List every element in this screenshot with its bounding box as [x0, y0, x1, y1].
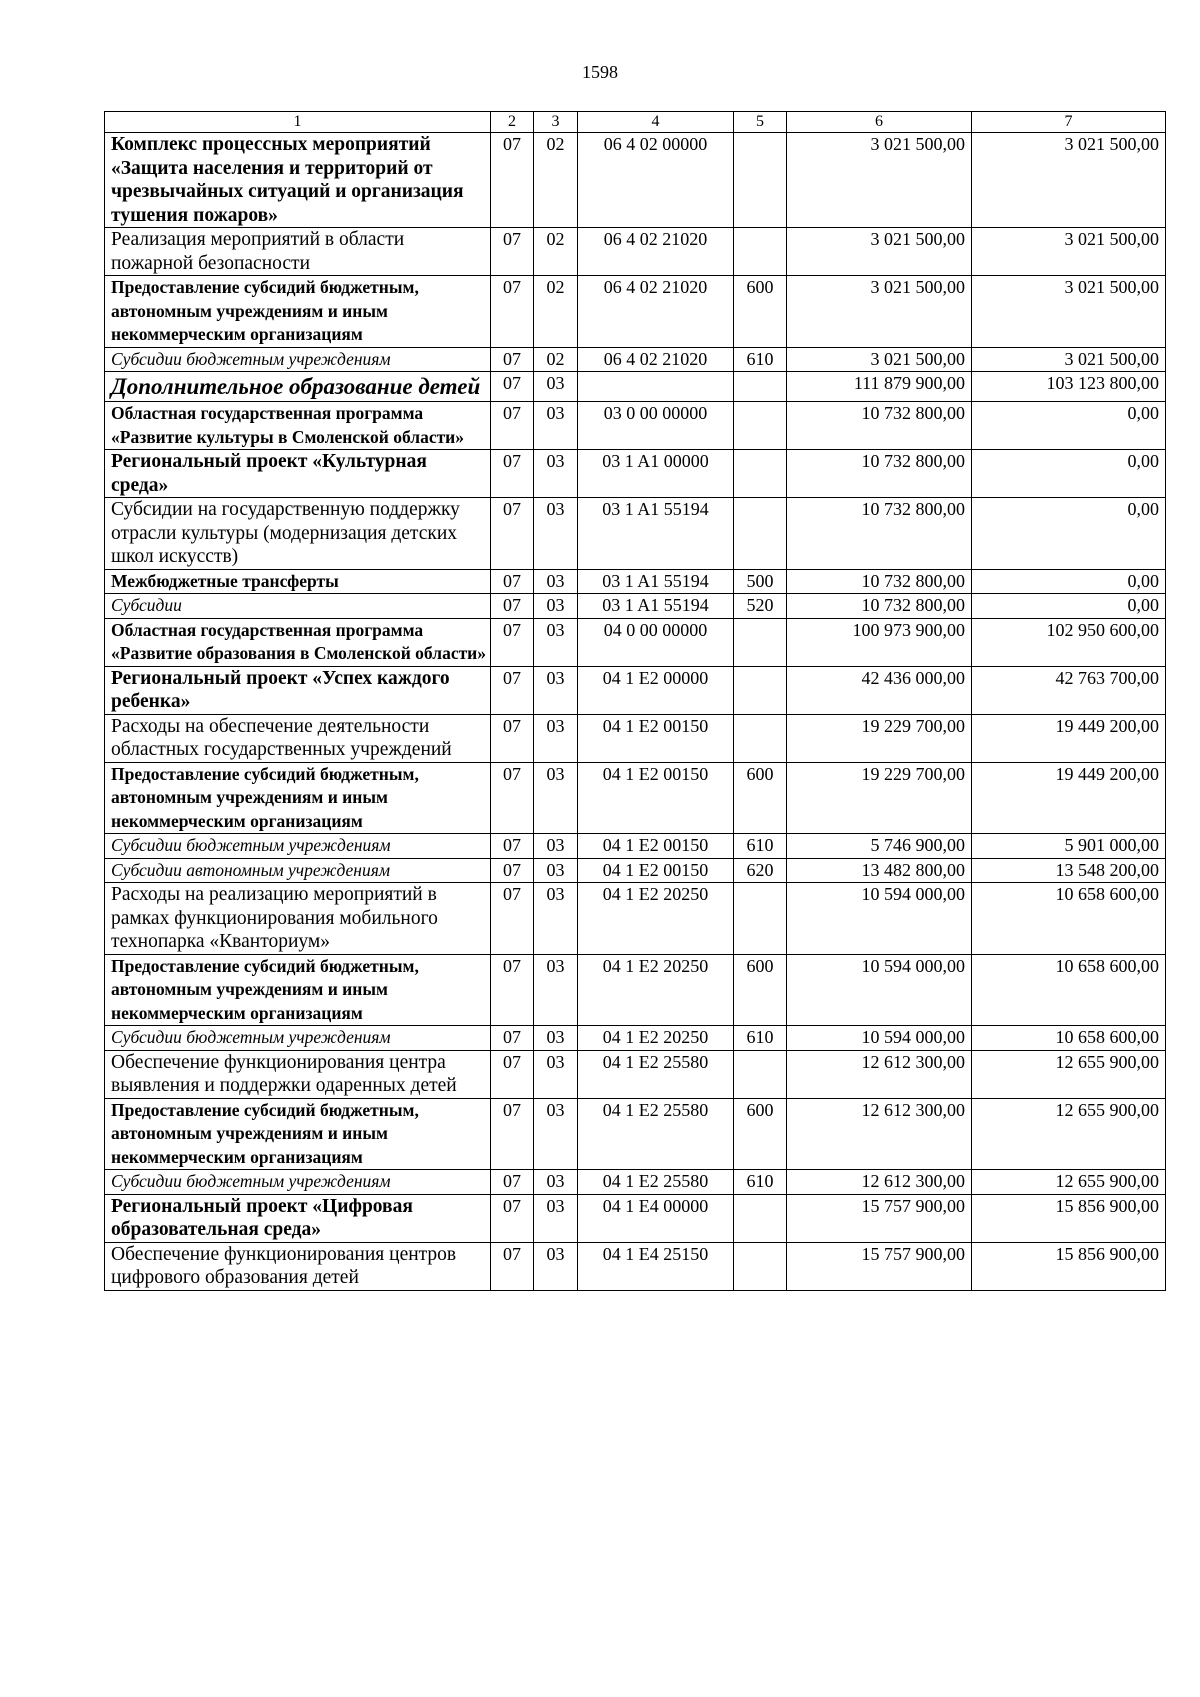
- subsection-code-cell: 03: [534, 1098, 578, 1170]
- header-cell: 1: [105, 112, 491, 133]
- target-article-cell: 03 1 A1 55194: [578, 498, 734, 570]
- amount-year-1-cell: 10 732 800,00: [787, 594, 972, 619]
- table-row: [105, 858, 1166, 883]
- expense-type-cell: 610: [734, 834, 787, 859]
- target-article-cell: 04 1 E4 25150: [578, 1242, 734, 1290]
- section-code-cell: 07: [491, 1098, 534, 1170]
- subsection-code-cell: 03: [534, 569, 578, 594]
- subsection-code-cell: 03: [534, 954, 578, 1026]
- section-code-cell: 07: [491, 498, 534, 570]
- subsection-code-cell: 03: [534, 498, 578, 570]
- amount-year-1-cell: 3 021 500,00: [787, 276, 972, 348]
- subsection-code-cell: 03: [534, 714, 578, 762]
- row-name-cell: Комплекс процессных мероприятий «Защита населения и территорий от чрезвычайных ситуаций и организация тушения пожаров»: [105, 133, 491, 228]
- amount-year-1-cell: 19 229 700,00: [787, 762, 972, 834]
- amount-year-1-cell: 3 021 500,00: [787, 347, 972, 372]
- section-code-cell: 07: [491, 228, 534, 276]
- row-name-cell: Региональный проект «Цифровая образовательная среда»: [105, 1194, 491, 1242]
- amount-year-1-cell: 12 612 300,00: [787, 1050, 972, 1098]
- row-name-cell: Субсидии автономным учреждениям: [105, 858, 491, 883]
- section-code-cell: 07: [491, 858, 534, 883]
- amount-year-1-cell: 3 021 500,00: [787, 228, 972, 276]
- amount-year-2-cell: 3 021 500,00: [972, 347, 1166, 372]
- subsection-code-cell: 02: [534, 347, 578, 372]
- row-name-cell: Предоставление субсидий бюджетным, автономным учреждениям и иным некоммерческим организациям: [105, 1098, 491, 1170]
- section-code-cell: 07: [491, 834, 534, 859]
- expense-type-cell: [734, 228, 787, 276]
- row-name-cell: Субсидии: [105, 594, 491, 619]
- expense-type-cell: [734, 618, 787, 666]
- subsection-code-cell: 03: [534, 450, 578, 498]
- expense-type-cell: [734, 402, 787, 450]
- target-article-cell: 03 0 00 00000: [578, 402, 734, 450]
- expense-type-cell: 520: [734, 594, 787, 619]
- table-row: [105, 618, 1166, 666]
- row-name-cell: Субсидии бюджетным учреждениям: [105, 1026, 491, 1051]
- section-code-cell: 07: [491, 1194, 534, 1242]
- table-row: [105, 1050, 1166, 1098]
- table-row: [105, 498, 1166, 570]
- amount-year-2-cell: 12 655 900,00: [972, 1098, 1166, 1170]
- row-name-cell: Областная государственная программа «Развитие культуры в Смоленской области»: [105, 402, 491, 450]
- expense-type-cell: [734, 498, 787, 570]
- expense-type-cell: 600: [734, 1098, 787, 1170]
- expense-type-cell: 610: [734, 1170, 787, 1195]
- page-number: 1598: [582, 62, 618, 82]
- amount-year-1-cell: 111 879 900,00: [787, 372, 972, 402]
- budget-table: [104, 111, 1166, 1291]
- row-name-cell: Субсидии бюджетным учреждениям: [105, 1170, 491, 1195]
- amount-year-1-cell: 15 757 900,00: [787, 1194, 972, 1242]
- amount-year-1-cell: 10 594 000,00: [787, 883, 972, 955]
- target-article-cell: 06 4 02 21020: [578, 347, 734, 372]
- amount-year-2-cell: 0,00: [972, 450, 1166, 498]
- target-article-cell: 04 1 E2 25580: [578, 1050, 734, 1098]
- subsection-code-cell: 03: [534, 594, 578, 619]
- target-article-cell: 03 1 A1 00000: [578, 450, 734, 498]
- amount-year-1-cell: 10 594 000,00: [787, 954, 972, 1026]
- table-row: [105, 883, 1166, 955]
- subsection-code-cell: 03: [534, 1242, 578, 1290]
- section-code-cell: 07: [491, 1050, 534, 1098]
- subsection-code-cell: 03: [534, 858, 578, 883]
- section-code-cell: 07: [491, 714, 534, 762]
- table-row: [105, 1026, 1166, 1051]
- table-row: [105, 714, 1166, 762]
- target-article-cell: 06 4 02 21020: [578, 228, 734, 276]
- subsection-code-cell: 03: [534, 372, 578, 402]
- section-code-cell: 07: [491, 594, 534, 619]
- expense-type-cell: 610: [734, 347, 787, 372]
- header-cell: 7: [972, 112, 1166, 133]
- subsection-code-cell: 02: [534, 228, 578, 276]
- table-row: [105, 276, 1166, 348]
- amount-year-2-cell: 3 021 500,00: [972, 133, 1166, 228]
- amount-year-2-cell: 0,00: [972, 402, 1166, 450]
- expense-type-cell: [734, 883, 787, 955]
- subsection-code-cell: 03: [534, 1050, 578, 1098]
- row-name-cell: Расходы на реализацию мероприятий в рамках функционирования мобильного технопарка «Кванториум»: [105, 883, 491, 955]
- amount-year-2-cell: 3 021 500,00: [972, 276, 1166, 348]
- expense-type-cell: 600: [734, 762, 787, 834]
- amount-year-1-cell: 5 746 900,00: [787, 834, 972, 859]
- target-article-cell: 04 1 E2 00150: [578, 834, 734, 859]
- amount-year-2-cell: 3 021 500,00: [972, 228, 1166, 276]
- row-name-cell: Региональный проект «Успех каждого ребенка»: [105, 666, 491, 714]
- target-article-cell: 04 1 E2 00150: [578, 858, 734, 883]
- expense-type-cell: 600: [734, 954, 787, 1026]
- table-row: [105, 1242, 1166, 1290]
- subsection-code-cell: 03: [534, 883, 578, 955]
- table-row: [105, 450, 1166, 498]
- amount-year-2-cell: 0,00: [972, 569, 1166, 594]
- target-article-cell: [578, 372, 734, 402]
- section-code-cell: 07: [491, 1026, 534, 1051]
- table-row: [105, 228, 1166, 276]
- amount-year-2-cell: 12 655 900,00: [972, 1170, 1166, 1195]
- subsection-code-cell: 03: [534, 1170, 578, 1195]
- row-name-cell: Предоставление субсидий бюджетным, автономным учреждениям и иным некоммерческим организациям: [105, 954, 491, 1026]
- amount-year-2-cell: 13 548 200,00: [972, 858, 1166, 883]
- target-article-cell: 04 1 E2 25580: [578, 1170, 734, 1195]
- table-row: [105, 762, 1166, 834]
- subsection-code-cell: 03: [534, 402, 578, 450]
- amount-year-2-cell: 42 763 700,00: [972, 666, 1166, 714]
- row-name-cell: Субсидии бюджетным учреждениям: [105, 347, 491, 372]
- subsection-code-cell: 03: [534, 618, 578, 666]
- target-article-cell: 04 1 E2 00000: [578, 666, 734, 714]
- header-cell: 6: [787, 112, 972, 133]
- amount-year-1-cell: 10 732 800,00: [787, 569, 972, 594]
- row-name-cell: Субсидии на государственную поддержку отрасли культуры (модернизация детских школ искусств): [105, 498, 491, 570]
- target-article-cell: 06 4 02 00000: [578, 133, 734, 228]
- expense-type-cell: 600: [734, 276, 787, 348]
- target-article-cell: 03 1 A1 55194: [578, 569, 734, 594]
- section-code-cell: 07: [491, 450, 534, 498]
- row-name-cell: Дополнительное образование детей: [105, 372, 491, 402]
- target-article-cell: 06 4 02 21020: [578, 276, 734, 348]
- table-header-row: [105, 112, 1166, 133]
- subsection-code-cell: 03: [534, 762, 578, 834]
- table-row: [105, 594, 1166, 619]
- header-cell: 2: [491, 112, 534, 133]
- section-code-cell: 07: [491, 372, 534, 402]
- row-name-cell: Предоставление субсидий бюджетным, автономным учреждениям и иным некоммерческим организациям: [105, 276, 491, 348]
- expense-type-cell: [734, 1194, 787, 1242]
- section-code-cell: 07: [491, 402, 534, 450]
- amount-year-2-cell: 10 658 600,00: [972, 954, 1166, 1026]
- amount-year-2-cell: 10 658 600,00: [972, 1026, 1166, 1051]
- target-article-cell: 04 0 00 00000: [578, 618, 734, 666]
- section-code-cell: 07: [491, 569, 534, 594]
- table-row: [105, 1098, 1166, 1170]
- amount-year-2-cell: 19 449 200,00: [972, 714, 1166, 762]
- subsection-code-cell: 03: [534, 666, 578, 714]
- table-row: [105, 666, 1166, 714]
- amount-year-1-cell: 10 732 800,00: [787, 498, 972, 570]
- amount-year-2-cell: 102 950 600,00: [972, 618, 1166, 666]
- amount-year-1-cell: 42 436 000,00: [787, 666, 972, 714]
- target-article-cell: 04 1 E2 00150: [578, 714, 734, 762]
- amount-year-1-cell: 12 612 300,00: [787, 1170, 972, 1195]
- target-article-cell: 04 1 E2 25580: [578, 1098, 734, 1170]
- row-name-cell: Межбюджетные трансферты: [105, 569, 491, 594]
- target-article-cell: 04 1 E2 20250: [578, 954, 734, 1026]
- amount-year-1-cell: 10 732 800,00: [787, 402, 972, 450]
- subsection-code-cell: 02: [534, 276, 578, 348]
- table-row: [105, 372, 1166, 402]
- expense-type-cell: 610: [734, 1026, 787, 1051]
- expense-type-cell: 500: [734, 569, 787, 594]
- amount-year-2-cell: 0,00: [972, 498, 1166, 570]
- amount-year-2-cell: 15 856 900,00: [972, 1194, 1166, 1242]
- row-name-cell: Реализация мероприятий в области пожарной безопасности: [105, 228, 491, 276]
- header-cell: 4: [578, 112, 734, 133]
- amount-year-1-cell: 12 612 300,00: [787, 1098, 972, 1170]
- expense-type-cell: [734, 450, 787, 498]
- section-code-cell: 07: [491, 954, 534, 1026]
- section-code-cell: 07: [491, 133, 534, 228]
- amount-year-1-cell: 10 594 000,00: [787, 1026, 972, 1051]
- table-row: [105, 1194, 1166, 1242]
- section-code-cell: 07: [491, 1170, 534, 1195]
- amount-year-1-cell: 3 021 500,00: [787, 133, 972, 228]
- target-article-cell: 04 1 E2 20250: [578, 1026, 734, 1051]
- section-code-cell: 07: [491, 347, 534, 372]
- table-row: [105, 954, 1166, 1026]
- header-cell: 5: [734, 112, 787, 133]
- section-code-cell: 07: [491, 883, 534, 955]
- section-code-cell: 07: [491, 618, 534, 666]
- table-row: [105, 834, 1166, 859]
- target-article-cell: 04 1 E2 00150: [578, 762, 734, 834]
- table-row: [105, 347, 1166, 372]
- subsection-code-cell: 03: [534, 1194, 578, 1242]
- section-code-cell: 07: [491, 762, 534, 834]
- row-name-cell: Областная государственная программа «Развитие образования в Смоленской области»: [105, 618, 491, 666]
- section-code-cell: 07: [491, 666, 534, 714]
- row-name-cell: Предоставление субсидий бюджетным, автономным учреждениям и иным некоммерческим организациям: [105, 762, 491, 834]
- table-row: [105, 569, 1166, 594]
- amount-year-2-cell: 19 449 200,00: [972, 762, 1166, 834]
- subsection-code-cell: 02: [534, 133, 578, 228]
- table-row: [105, 133, 1166, 228]
- expense-type-cell: [734, 714, 787, 762]
- amount-year-2-cell: 103 123 800,00: [972, 372, 1166, 402]
- target-article-cell: 03 1 A1 55194: [578, 594, 734, 619]
- amount-year-2-cell: 0,00: [972, 594, 1166, 619]
- header-cell: 3: [534, 112, 578, 133]
- table-row: [105, 402, 1166, 450]
- expense-type-cell: [734, 372, 787, 402]
- expense-type-cell: 620: [734, 858, 787, 883]
- expense-type-cell: [734, 1050, 787, 1098]
- expense-type-cell: [734, 1242, 787, 1290]
- row-name-cell: Субсидии бюджетным учреждениям: [105, 834, 491, 859]
- amount-year-2-cell: 10 658 600,00: [972, 883, 1166, 955]
- amount-year-1-cell: 10 732 800,00: [787, 450, 972, 498]
- row-name-cell: Обеспечение функционирования центра выявления и поддержки одаренных детей: [105, 1050, 491, 1098]
- expense-type-cell: [734, 666, 787, 714]
- subsection-code-cell: 03: [534, 834, 578, 859]
- row-name-cell: Региональный проект «Культурная среда»: [105, 450, 491, 498]
- expense-type-cell: [734, 133, 787, 228]
- table-row: [105, 1170, 1166, 1195]
- amount-year-2-cell: 12 655 900,00: [972, 1050, 1166, 1098]
- amount-year-2-cell: 15 856 900,00: [972, 1242, 1166, 1290]
- target-article-cell: 04 1 E2 20250: [578, 883, 734, 955]
- section-code-cell: 07: [491, 276, 534, 348]
- target-article-cell: 04 1 E4 00000: [578, 1194, 734, 1242]
- row-name-cell: Расходы на обеспечение деятельности областных государственных учреждений: [105, 714, 491, 762]
- row-name-cell: Обеспечение функционирования центров цифрового образования детей: [105, 1242, 491, 1290]
- amount-year-1-cell: 13 482 800,00: [787, 858, 972, 883]
- subsection-code-cell: 03: [534, 1026, 578, 1051]
- amount-year-1-cell: 15 757 900,00: [787, 1242, 972, 1290]
- section-code-cell: 07: [491, 1242, 534, 1290]
- amount-year-1-cell: 19 229 700,00: [787, 714, 972, 762]
- amount-year-1-cell: 100 973 900,00: [787, 618, 972, 666]
- amount-year-2-cell: 5 901 000,00: [972, 834, 1166, 859]
